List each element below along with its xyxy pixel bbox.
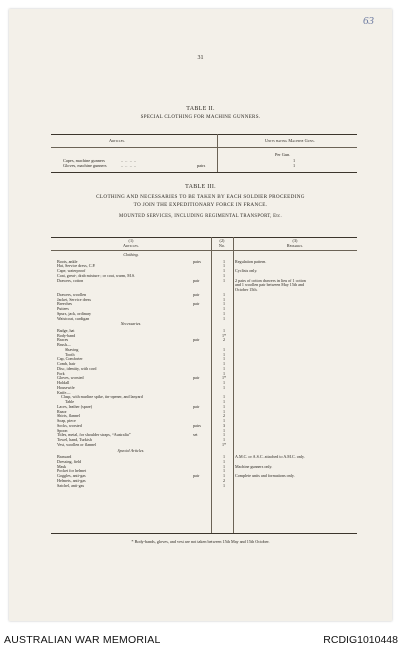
table3-number: 1 bbox=[222, 356, 226, 362]
table3-number: 1 bbox=[222, 399, 226, 404]
table3-article: Drawers, woollen bbox=[57, 291, 87, 297]
table3-number: 1 bbox=[222, 418, 226, 423]
table3-unit: set bbox=[193, 432, 198, 438]
table3-footnote: * Body-bands, gloves, and vest are not taken between 15th May and 15th October. bbox=[131, 539, 270, 544]
table2-col-articles: Articles. bbox=[109, 138, 126, 143]
table3-label: TABLE III. bbox=[185, 184, 216, 190]
table3-article: Satchel, anti-gas bbox=[57, 482, 85, 488]
page-number: 31 bbox=[197, 55, 204, 61]
table3-article: Badge, hat bbox=[57, 327, 75, 333]
table3-number: 1 bbox=[222, 365, 226, 371]
table3-number: 1 bbox=[222, 468, 226, 474]
table3-article: Jacket, Service dress bbox=[57, 296, 91, 302]
table3-article: Helmets, anti-gas bbox=[57, 477, 86, 483]
table3-article: Drawers, cotton bbox=[57, 277, 84, 283]
table3-number: 2 bbox=[222, 413, 226, 419]
table3-services: MOUNTED SERVICES, INCLUDING REGIMENTAL TRANSPORT, Etc. bbox=[119, 214, 282, 219]
table3-number: 1 bbox=[222, 473, 226, 478]
table3-number: 1 bbox=[222, 291, 226, 297]
table3-article: Puttees bbox=[57, 306, 69, 311]
table3-article: Coat, great-, drab mixture ; or coat, warm, M.S. bbox=[57, 272, 136, 278]
table3-article: Towel, hand, Turkish bbox=[57, 437, 92, 442]
table3-number: 1 bbox=[222, 427, 226, 433]
table3-number: 1 bbox=[222, 296, 226, 302]
table3-section-heading: Special Articles. bbox=[117, 447, 145, 453]
table3-number: 1 bbox=[222, 351, 226, 357]
table3-number: 1 bbox=[222, 458, 226, 464]
table3-number: 1 bbox=[222, 277, 226, 283]
table3-number: 1 bbox=[222, 403, 226, 409]
table3-number: 1 bbox=[222, 454, 226, 459]
handwritten-page-mark: 63 bbox=[363, 15, 374, 27]
table3-article: Cap, Comforter bbox=[57, 356, 83, 362]
archive-caption: AUSTRALIAN WAR MEMORIAL bbox=[4, 634, 161, 646]
table3-article: Goggles, anti-gas bbox=[57, 473, 86, 478]
table2-article: Capes, machine gunners bbox=[63, 158, 105, 163]
table3-remarks: Cyclists only. bbox=[235, 268, 258, 273]
table3-row bbox=[51, 484, 357, 489]
table3-remarks: Machine gunners only. bbox=[235, 463, 273, 469]
table3-number: 1 bbox=[222, 263, 226, 269]
table3-article: Boots, ankle bbox=[57, 258, 78, 264]
table3-col-articles: (1) Articles. bbox=[122, 238, 140, 248]
table3-number: 1 bbox=[222, 370, 226, 376]
table3-number: 1 bbox=[222, 432, 226, 438]
table3-unit: pair bbox=[193, 337, 200, 343]
table3-article: Dressing, field bbox=[57, 458, 82, 464]
table3-remarks: 2 pairs of cotton drawers in lieu of 1 cotton bbox=[235, 277, 306, 283]
table3-number: 1 bbox=[222, 394, 226, 400]
table3-number: 1* bbox=[221, 375, 227, 381]
table2-subtitle: SPECIAL CLOTHING FOR MACHINE GUNNERS. bbox=[140, 115, 261, 120]
table3-article: Tooth bbox=[65, 351, 75, 357]
table3-remarks: A.M.C. or A.S.C. attached to A.M.C. only. bbox=[235, 454, 305, 459]
table3-number: 1 bbox=[222, 380, 226, 385]
table3-article: Waistcoat, cardigan bbox=[57, 315, 90, 321]
table3-section-heading: Clothing. bbox=[123, 252, 139, 257]
table3-number: 3 bbox=[222, 422, 226, 428]
table3-title-line1: CLOTHING AND NECESSARIES TO BE TAKEN BY EACH SOLDIER PROCEEDING bbox=[96, 194, 305, 200]
table3-number: 1 bbox=[222, 408, 226, 414]
table3-number: 1 bbox=[222, 306, 226, 311]
table3-article: Spoon bbox=[57, 427, 68, 433]
table3-article: Braces bbox=[57, 337, 69, 343]
table3-unit: pair bbox=[193, 291, 200, 297]
table3-article: Vest, woollen or flannel bbox=[57, 441, 97, 447]
table3-unit: pair bbox=[193, 301, 200, 307]
table3-article: Clasp, with marline spike, tin-opener, and lanyard bbox=[61, 394, 143, 400]
table3-remarks: October 15th. bbox=[235, 287, 258, 292]
table3-article: Mask bbox=[57, 463, 67, 469]
table3-article: Soap, piece bbox=[57, 418, 76, 423]
table3-unit: pair bbox=[193, 375, 200, 381]
table3-article: Pocket for helmet bbox=[57, 468, 87, 474]
table3-article: Brush— bbox=[57, 342, 71, 347]
table3-number: 1 bbox=[222, 346, 226, 352]
table2-qty: 1 bbox=[293, 158, 296, 163]
table3-article: Hat, Service dress, C.P. bbox=[57, 263, 96, 269]
table3-number: 1 bbox=[222, 482, 226, 488]
table3-number: 1 bbox=[222, 327, 226, 333]
table3-number: 1* bbox=[221, 441, 227, 447]
table3-article: Fork bbox=[57, 370, 65, 376]
table3-unit: pair bbox=[193, 277, 200, 283]
table3-article: Disc, identity, with cord bbox=[57, 365, 97, 371]
document-page bbox=[9, 9, 392, 621]
table3-number: 1 bbox=[222, 463, 226, 469]
table3-number: 1* bbox=[221, 332, 227, 338]
table3-remarks: Complete units and formations only. bbox=[235, 473, 295, 478]
table3-col-number: (2) No. bbox=[218, 238, 226, 248]
table3-number: 1 bbox=[222, 437, 226, 442]
table3-number: 1 bbox=[222, 272, 226, 278]
table3-number: 1 bbox=[222, 361, 226, 366]
table3-article: Holdall bbox=[57, 380, 70, 385]
table3-number: 1 bbox=[222, 384, 226, 390]
table3-unit: pair bbox=[193, 473, 200, 478]
table3-article: Housewife bbox=[57, 384, 75, 390]
table3-article: Breeches bbox=[57, 301, 73, 307]
table3-unit: pairs bbox=[193, 258, 201, 264]
table3-article: Body-band bbox=[57, 332, 76, 338]
table3-article: Razor bbox=[57, 408, 67, 414]
table3-article: Shirts, flannel bbox=[57, 413, 80, 419]
table2-row: Gloves, machine gunners .. .. .. .. pairs 1 bbox=[63, 163, 296, 168]
table3-article: Laces, leather (spare) bbox=[57, 403, 93, 409]
table3-article: Shaving bbox=[65, 346, 79, 352]
table2-unit-head: Per Gun. bbox=[275, 152, 291, 157]
table2-row: Capes, machine gunners .. .. .. .. 1 bbox=[63, 158, 296, 163]
table3-article: Cape, waterproof bbox=[57, 268, 86, 273]
table3-article: Brassard bbox=[57, 454, 72, 459]
table3-article: Socks, worsted bbox=[57, 422, 82, 428]
table3-number: 1 bbox=[222, 315, 226, 321]
table3-number: 2 bbox=[222, 337, 226, 343]
table3-remarks: Regulation pattern. bbox=[235, 258, 267, 264]
table3-article: Gloves, worsted bbox=[57, 375, 84, 381]
table3-title-line2: TO JOIN THE EXPEDITIONARY FORCE IN FRANCE. bbox=[133, 202, 268, 208]
table3-article: Knife— bbox=[57, 389, 71, 395]
table3-number: 1 bbox=[222, 268, 226, 273]
table3-number: 1 bbox=[222, 301, 226, 307]
table2-col-units: Units having Machine Guns. bbox=[265, 138, 315, 143]
table2-article: Gloves, machine gunners bbox=[63, 163, 107, 168]
table3-unit: pair bbox=[193, 403, 200, 409]
table3-article: Table bbox=[65, 399, 75, 404]
table3-article: Spurs, jack, ordinary bbox=[57, 310, 92, 316]
table2-unit: pairs bbox=[197, 163, 206, 168]
table3-number: 2 bbox=[222, 477, 226, 483]
table3-unit: pairs bbox=[193, 422, 201, 428]
archive-reference: RCDIG1010448 bbox=[323, 634, 398, 646]
table3-remarks: and 1 woollen pair between May 15th and bbox=[235, 282, 305, 288]
table2-qty: 1 bbox=[293, 163, 296, 168]
table3-body bbox=[51, 252, 357, 488]
table3-number: 1 bbox=[222, 258, 226, 264]
table3-number: 1 bbox=[222, 310, 226, 316]
table2-label: TABLE II. bbox=[186, 106, 215, 112]
table3-article: Comb, hair bbox=[57, 361, 76, 366]
table3-section-heading: Necessaries. bbox=[120, 321, 142, 327]
table3-col-remarks: (3) Remarks. bbox=[286, 238, 304, 248]
table3-article: Titles, metal, for shoulder straps, “Australia” bbox=[57, 432, 131, 438]
